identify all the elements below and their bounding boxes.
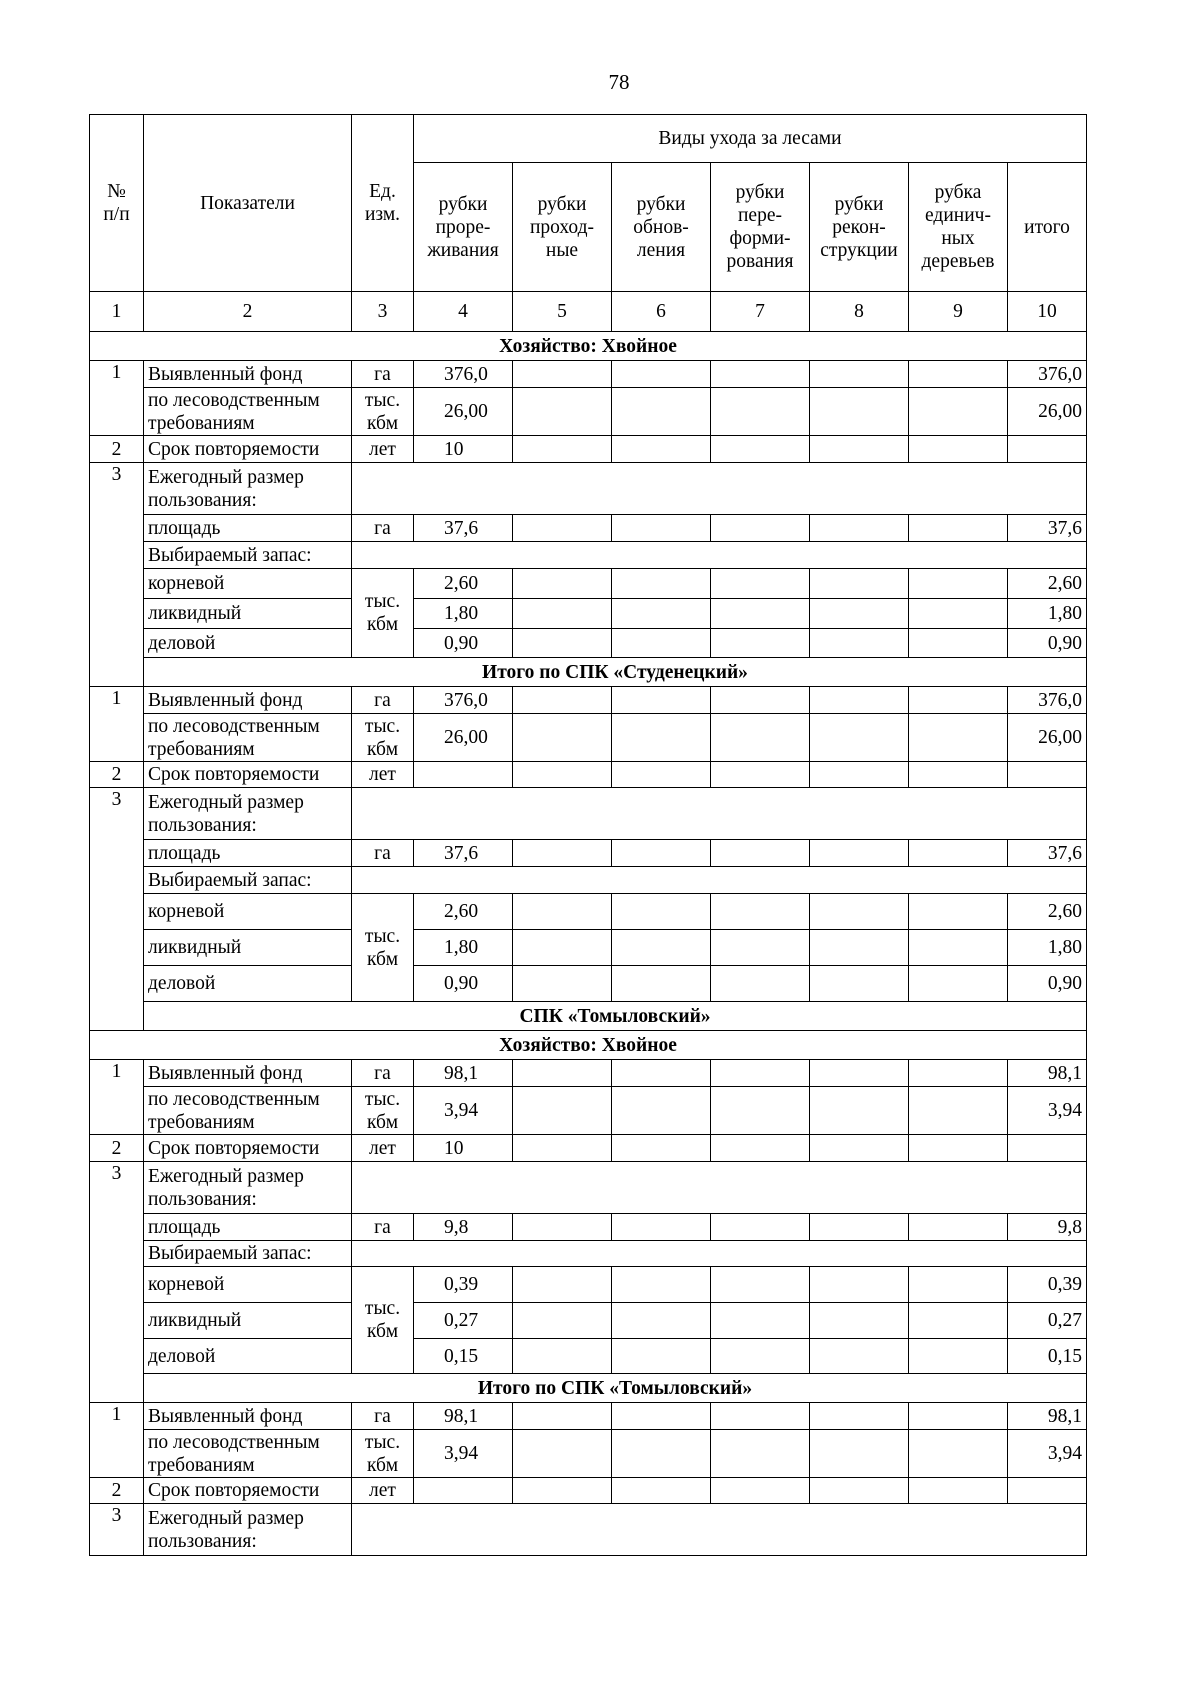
value-cell: 0,39 [414, 1267, 513, 1303]
total-cell: 2,60 [1008, 569, 1087, 599]
value-cell: 10 [414, 436, 513, 463]
section-title: Итого по СПК «Студенецкий» [144, 658, 1087, 687]
total-cell: 376,0 [1008, 361, 1087, 388]
unit-cell: га [352, 1214, 414, 1241]
unit-cell: га [352, 687, 414, 714]
value-cell: 1,80 [414, 599, 513, 629]
unit-cell: га [352, 515, 414, 542]
row-number: 1 [90, 1060, 144, 1135]
total-cell: 0,90 [1008, 629, 1087, 658]
unit-cell: га [352, 840, 414, 867]
row-number: 2 [90, 1478, 144, 1504]
forest-care-table [89, 114, 1087, 1556]
unit-cell: тыс. кбм [352, 714, 414, 762]
total-cell: 0,15 [1008, 1339, 1087, 1374]
header-type: рубки рекон- струкции [810, 163, 909, 292]
col-number: 5 [513, 292, 612, 332]
total-cell: 0,39 [1008, 1267, 1087, 1303]
section-title: Итого по СПК «Томыловский» [144, 1374, 1087, 1403]
total-cell: 1,80 [1008, 599, 1087, 629]
unit-cell: тыс. кбм [352, 894, 414, 1002]
header-type: рубки проход- ные [513, 163, 612, 292]
indicator-label: Выбираемый запас: [144, 867, 352, 894]
col-number: 1 [90, 292, 144, 332]
header-type: рубка единич- ных деревьев [909, 163, 1008, 292]
value-cell: 26,00 [414, 714, 513, 762]
indicator-label: площадь [144, 840, 352, 867]
row-number: 1 [90, 361, 144, 436]
value-cell: 26,00 [414, 388, 513, 436]
value-cell: 2,60 [414, 569, 513, 599]
total-cell: 2,60 [1008, 894, 1087, 930]
value-cell: 0,15 [414, 1339, 513, 1374]
value-cell [414, 762, 513, 788]
unit-cell: лет [352, 762, 414, 788]
unit-cell: тыс. кбм [352, 569, 414, 658]
col-number: 6 [612, 292, 711, 332]
total-cell: 26,00 [1008, 714, 1087, 762]
indicator-label: Срок повторяемости [144, 1135, 352, 1162]
value-cell: 376,0 [414, 687, 513, 714]
row-number: 1 [90, 1403, 144, 1478]
indicator-label: Выбираемый запас: [144, 1241, 352, 1267]
value-cell: 0,90 [414, 629, 513, 658]
row-number: 2 [90, 762, 144, 788]
indicator-label: Ежегодный размер пользования: [144, 788, 352, 840]
unit-cell: лет [352, 1478, 414, 1504]
indicator-label: деловой [144, 629, 352, 658]
total-cell: 3,94 [1008, 1430, 1087, 1478]
value-cell: 3,94 [414, 1087, 513, 1135]
total-cell: 376,0 [1008, 687, 1087, 714]
row-number: 3 [90, 1504, 144, 1556]
indicator-label: Срок повторяемости [144, 762, 352, 788]
indicator-label: корневой [144, 1267, 352, 1303]
total-cell: 37,6 [1008, 840, 1087, 867]
total-cell: 98,1 [1008, 1060, 1087, 1087]
unit-cell: тыс. кбм [352, 1267, 414, 1374]
indicator-label: площадь [144, 1214, 352, 1241]
header-group: Виды ухода за лесами [414, 115, 1087, 163]
value-cell: 98,1 [414, 1403, 513, 1430]
unit-cell: тыс. кбм [352, 388, 414, 436]
header-type: рубки обнов- ления [612, 163, 711, 292]
header-unit: Ед. изм. [352, 115, 414, 292]
indicator-label: деловой [144, 966, 352, 1002]
col-number: 9 [909, 292, 1008, 332]
value-cell: 10 [414, 1135, 513, 1162]
indicator-label: Выбираемый запас: [144, 542, 352, 569]
indicator-label: Выявленный фонд [144, 1060, 352, 1087]
total-cell: 1,80 [1008, 930, 1087, 966]
indicator-label: корневой [144, 569, 352, 599]
value-cell: 9,8 [414, 1214, 513, 1241]
unit-cell: тыс. кбм [352, 1087, 414, 1135]
value-cell [414, 1478, 513, 1504]
indicator-label: Ежегодный размер пользования: [144, 1504, 352, 1556]
row-number: 3 [90, 788, 144, 1031]
value-cell: 376,0 [414, 361, 513, 388]
indicator-label: ликвидный [144, 930, 352, 966]
indicator-label: Выявленный фонд [144, 361, 352, 388]
header-type: рубки проре- живания [414, 163, 513, 292]
col-number: 4 [414, 292, 513, 332]
indicator-label: Срок повторяемости [144, 1478, 352, 1504]
indicator-label: Срок повторяемости [144, 436, 352, 463]
col-number: 7 [711, 292, 810, 332]
unit-cell: га [352, 361, 414, 388]
indicator-label: площадь [144, 515, 352, 542]
indicator-label: Выявленный фонд [144, 687, 352, 714]
indicator-label: корневой [144, 894, 352, 930]
value-cell: 3,94 [414, 1430, 513, 1478]
unit-cell: га [352, 1403, 414, 1430]
indicator-label: ликвидный [144, 599, 352, 629]
row-number: 3 [90, 463, 144, 687]
total-cell: 37,6 [1008, 515, 1087, 542]
col-number: 8 [810, 292, 909, 332]
row-number: 3 [90, 1162, 144, 1403]
row-number: 2 [90, 436, 144, 463]
indicator-label: Ежегодный размер пользования: [144, 463, 352, 515]
organization-title: СПК «Томыловский» [144, 1002, 1087, 1031]
header-type: рубки пере- форми- рования [711, 163, 810, 292]
indicator-label: по лесоводственным требованиям [144, 1087, 352, 1135]
value-cell: 2,60 [414, 894, 513, 930]
total-cell: 26,00 [1008, 388, 1087, 436]
value-cell: 37,6 [414, 515, 513, 542]
value-cell: 0,27 [414, 1303, 513, 1339]
col-number: 3 [352, 292, 414, 332]
indicator-label: ликвидный [144, 1303, 352, 1339]
header-num: № п/п [90, 115, 144, 292]
indicator-label: по лесоводственным требованиям [144, 714, 352, 762]
row-number: 2 [90, 1135, 144, 1162]
value-cell: 0,90 [414, 966, 513, 1002]
section-title: Хозяйство: Хвойное [90, 332, 1087, 361]
value-cell: 37,6 [414, 840, 513, 867]
indicator-label: Выявленный фонд [144, 1403, 352, 1430]
unit-cell: тыс. кбм [352, 1430, 414, 1478]
header-type-total: итого [1008, 163, 1087, 292]
value-cell: 98,1 [414, 1060, 513, 1087]
indicator-label: по лесоводственным требованиям [144, 1430, 352, 1478]
page-number: 78 [608, 70, 630, 94]
unit-cell: лет [352, 1135, 414, 1162]
total-cell: 3,94 [1008, 1087, 1087, 1135]
total-cell: 0,90 [1008, 966, 1087, 1002]
indicator-label: деловой [144, 1339, 352, 1374]
total-cell: 98,1 [1008, 1403, 1087, 1430]
total-cell: 9,8 [1008, 1214, 1087, 1241]
header-indicator: Показатели [144, 115, 352, 292]
total-cell: 0,27 [1008, 1303, 1087, 1339]
indicator-label: по лесоводственным требованиям [144, 388, 352, 436]
value-cell: 1,80 [414, 930, 513, 966]
row-number: 1 [90, 687, 144, 762]
col-number: 2 [144, 292, 352, 332]
unit-cell: лет [352, 436, 414, 463]
indicator-label: Ежегодный размер пользования: [144, 1162, 352, 1214]
section-title: Хозяйство: Хвойное [90, 1031, 1087, 1060]
unit-cell: га [352, 1060, 414, 1087]
col-number: 10 [1008, 292, 1087, 332]
